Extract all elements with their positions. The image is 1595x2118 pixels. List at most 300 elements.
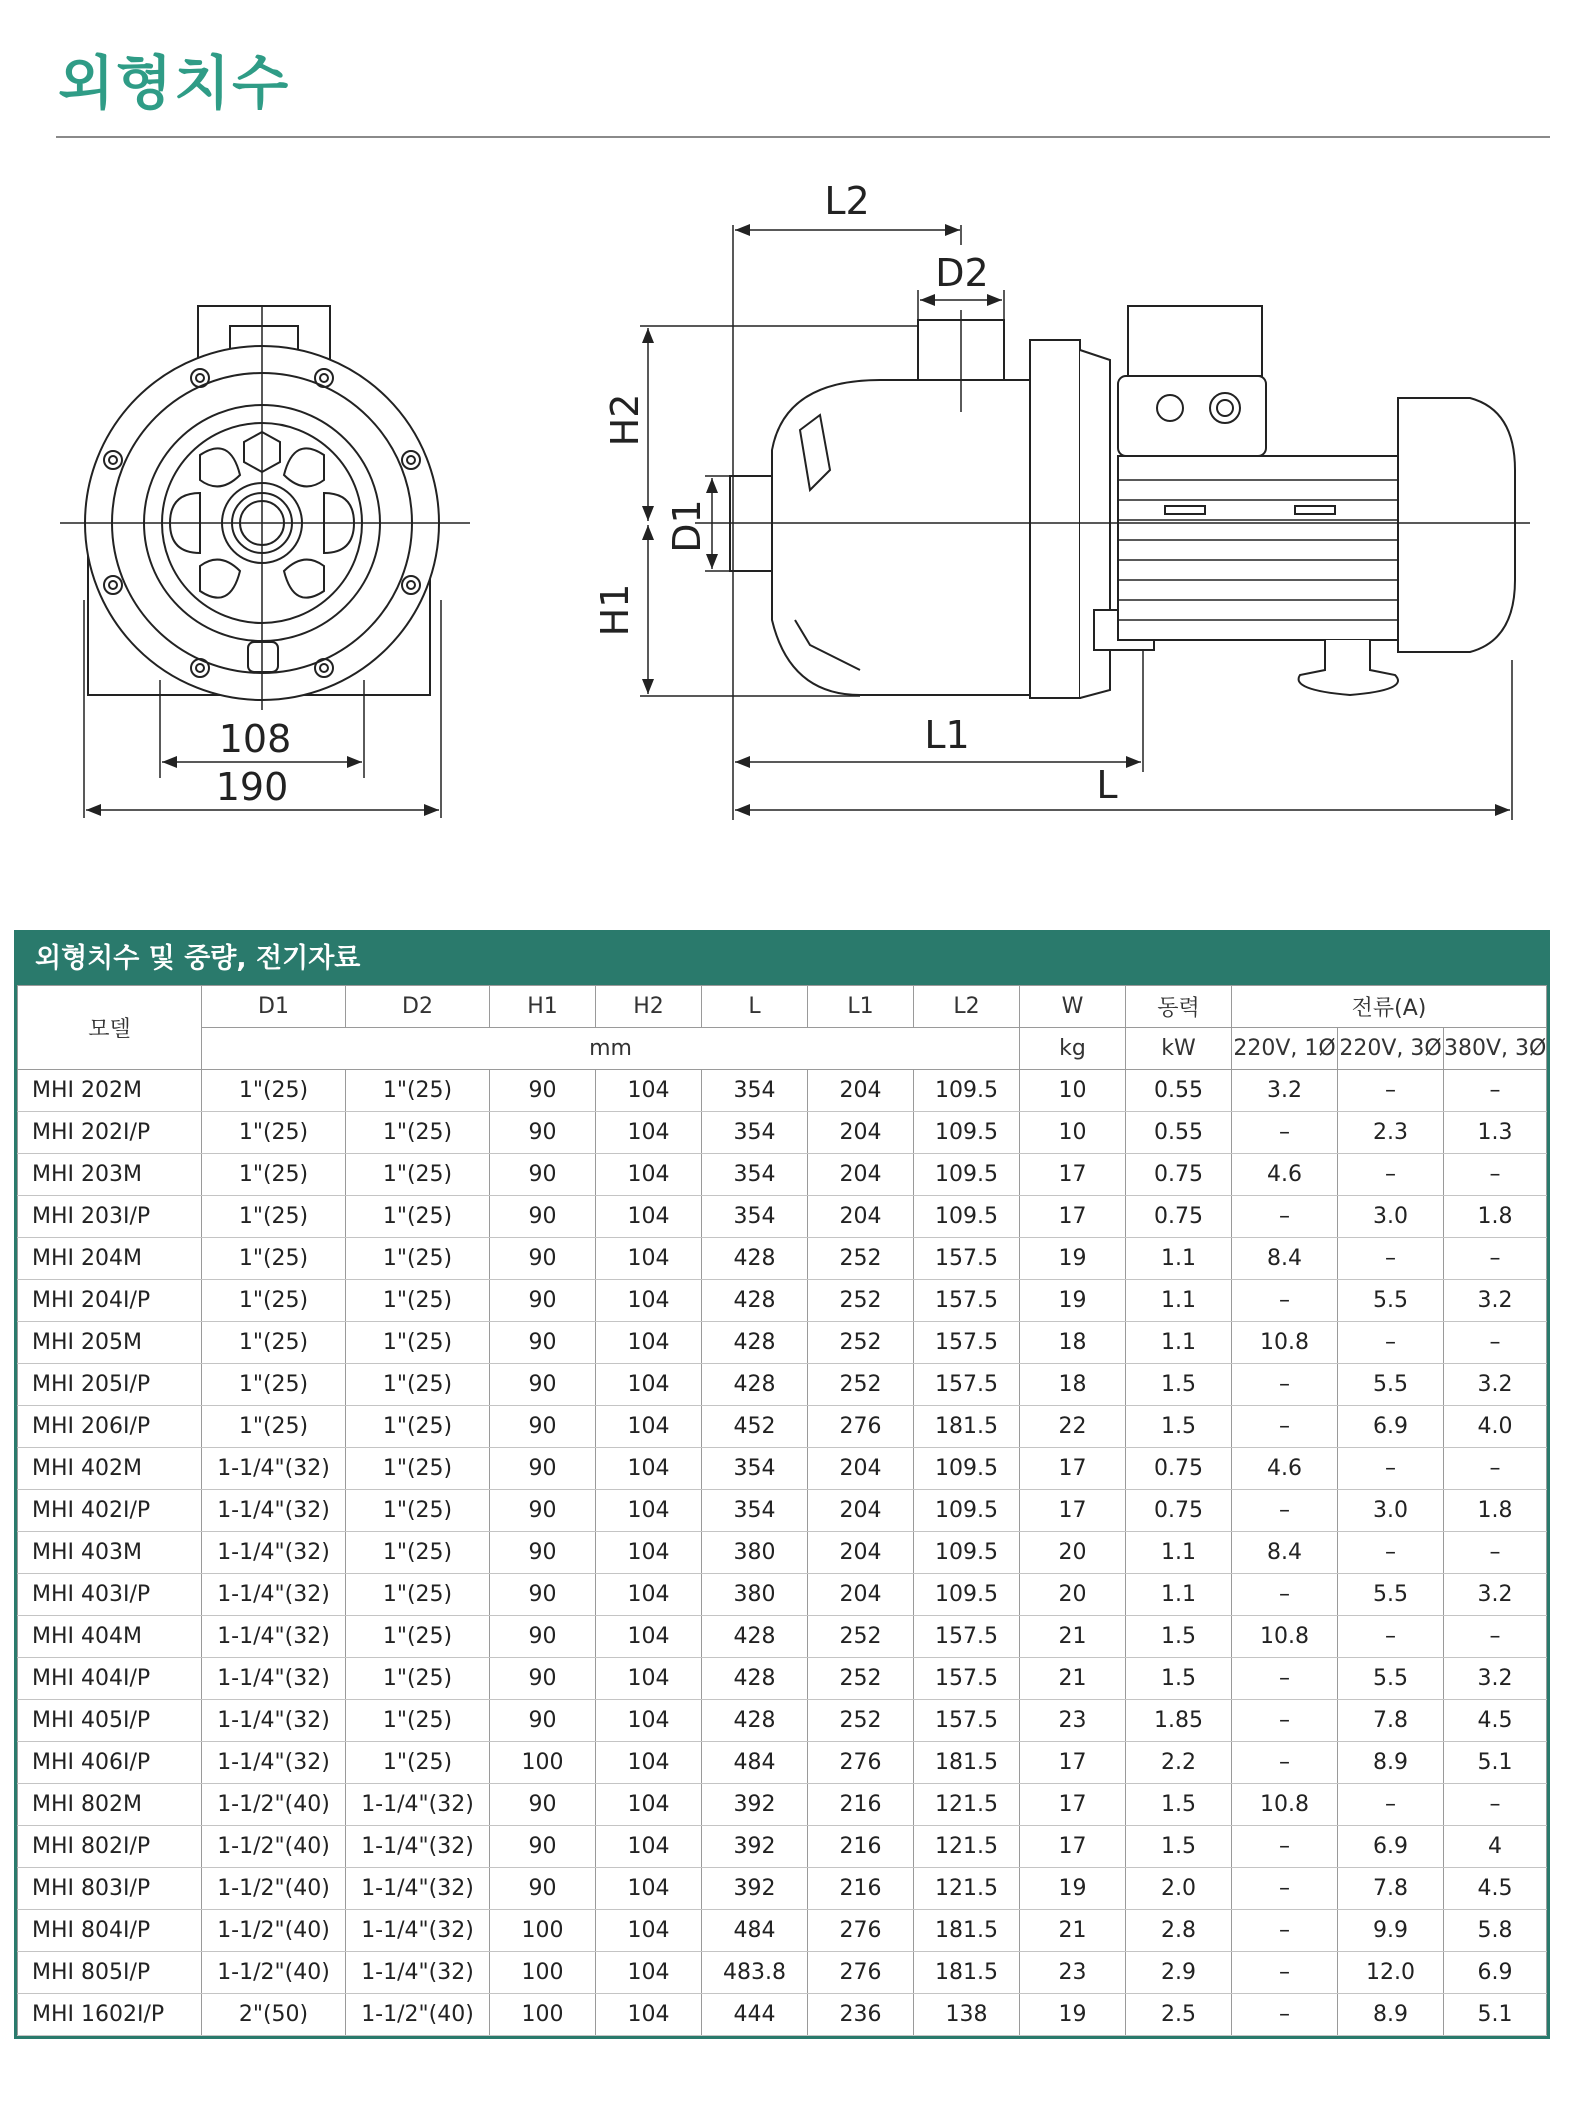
- cell-d1: 2"(50): [202, 1994, 346, 2036]
- cell-current-220v-3ph: –: [1338, 1532, 1444, 1574]
- cell-weight: 17: [1020, 1742, 1126, 1784]
- cell-model: MHI 202I/P: [18, 1112, 202, 1154]
- cell-l1: 204: [808, 1112, 914, 1154]
- cell-l: 428: [702, 1238, 808, 1280]
- cell-model: MHI 804I/P: [18, 1910, 202, 1952]
- cell-model: MHI 802I/P: [18, 1826, 202, 1868]
- cell-h1: 90: [490, 1700, 596, 1742]
- cell-d1: 1-1/4"(32): [202, 1532, 346, 1574]
- cell-model: MHI 405I/P: [18, 1700, 202, 1742]
- cell-current-380v-3ph: 4.5: [1444, 1700, 1547, 1742]
- cell-power: 2.9: [1126, 1952, 1232, 1994]
- cell-l2: 109.5: [914, 1574, 1020, 1616]
- cell-d1: 1-1/4"(32): [202, 1490, 346, 1532]
- cell-d2: 1"(25): [346, 1616, 490, 1658]
- page-title: 외형치수: [58, 49, 291, 117]
- header-model: 모델: [18, 986, 202, 1070]
- cell-current-380v-3ph: 4.0: [1444, 1406, 1547, 1448]
- cell-d2: 1"(25): [346, 1238, 490, 1280]
- cell-h2: 104: [596, 1196, 702, 1238]
- cell-model: MHI 205I/P: [18, 1364, 202, 1406]
- cell-current-220v-3ph: 3.0: [1338, 1490, 1444, 1532]
- cell-h1: 90: [490, 1196, 596, 1238]
- cell-model: MHI 203M: [18, 1154, 202, 1196]
- cell-model: MHI 204I/P: [18, 1280, 202, 1322]
- cell-l2: 157.5: [914, 1280, 1020, 1322]
- dim-label-L2: L2: [824, 179, 870, 223]
- cell-weight: 18: [1020, 1364, 1126, 1406]
- cell-d1: 1-1/2"(40): [202, 1952, 346, 1994]
- table-row: [18, 1112, 1547, 1154]
- header-w: W: [1020, 986, 1126, 1028]
- dim-label-D2: D2: [935, 251, 989, 295]
- cell-current-220v-3ph: 2.3: [1338, 1112, 1444, 1154]
- cell-model: MHI 202M: [18, 1070, 202, 1112]
- cell-l1: 204: [808, 1532, 914, 1574]
- cell-power: 0.75: [1126, 1196, 1232, 1238]
- table-row: [18, 1238, 1547, 1280]
- cell-power: 0.75: [1126, 1448, 1232, 1490]
- cell-l: 484: [702, 1910, 808, 1952]
- cell-h2: 104: [596, 1448, 702, 1490]
- cell-l: 428: [702, 1700, 808, 1742]
- cell-current-220v-1ph: –: [1232, 1196, 1338, 1238]
- cell-l1: 276: [808, 1406, 914, 1448]
- cell-current-220v-3ph: 5.5: [1338, 1658, 1444, 1700]
- cell-l: 484: [702, 1742, 808, 1784]
- cell-l: 354: [702, 1196, 808, 1238]
- cell-current-220v-3ph: –: [1338, 1616, 1444, 1658]
- header-unit-kw: kW: [1126, 1028, 1232, 1070]
- cell-h2: 104: [596, 1784, 702, 1826]
- cell-current-220v-1ph: 10.8: [1232, 1616, 1338, 1658]
- cell-current-380v-3ph: 4.5: [1444, 1868, 1547, 1910]
- cell-d1: 1-1/2"(40): [202, 1826, 346, 1868]
- cell-current-220v-3ph: 5.5: [1338, 1364, 1444, 1406]
- cell-d2: 1"(25): [346, 1364, 490, 1406]
- cell-h1: 90: [490, 1364, 596, 1406]
- cell-current-380v-3ph: –: [1444, 1616, 1547, 1658]
- cell-current-380v-3ph: 3.2: [1444, 1364, 1547, 1406]
- cell-l: 428: [702, 1364, 808, 1406]
- cell-h1: 90: [490, 1406, 596, 1448]
- cell-current-220v-1ph: 8.4: [1232, 1238, 1338, 1280]
- pump-dimension-drawing: [0, 150, 1595, 840]
- cell-current-220v-3ph: 9.9: [1338, 1910, 1444, 1952]
- cell-current-380v-3ph: 1.8: [1444, 1196, 1547, 1238]
- cell-l1: 204: [808, 1574, 914, 1616]
- cell-current-380v-3ph: 4: [1444, 1826, 1547, 1868]
- cell-h2: 104: [596, 1238, 702, 1280]
- cell-l: 428: [702, 1280, 808, 1322]
- dim-label-D1: D1: [665, 499, 709, 553]
- table-row: [18, 1658, 1547, 1700]
- cell-d2: 1"(25): [346, 1154, 490, 1196]
- table-row: [18, 1868, 1547, 1910]
- cell-weight: 23: [1020, 1952, 1126, 1994]
- cell-h2: 104: [596, 1406, 702, 1448]
- cell-l2: 121.5: [914, 1784, 1020, 1826]
- cell-d1: 1-1/4"(32): [202, 1448, 346, 1490]
- table-row: [18, 1406, 1547, 1448]
- cell-power: 1.1: [1126, 1280, 1232, 1322]
- cell-power: 1.1: [1126, 1574, 1232, 1616]
- cell-current-380v-3ph: 1.3: [1444, 1112, 1547, 1154]
- cell-power: 1.5: [1126, 1364, 1232, 1406]
- cell-model: MHI 403I/P: [18, 1574, 202, 1616]
- cell-d2: 1-1/4"(32): [346, 1910, 490, 1952]
- cell-h2: 104: [596, 1154, 702, 1196]
- cell-d2: 1"(25): [346, 1658, 490, 1700]
- cell-power: 1.5: [1126, 1784, 1232, 1826]
- cell-model: MHI 403M: [18, 1532, 202, 1574]
- cell-power: 2.8: [1126, 1910, 1232, 1952]
- table-row: [18, 1574, 1547, 1616]
- cell-h1: 90: [490, 1490, 596, 1532]
- cell-h1: 90: [490, 1616, 596, 1658]
- cell-l1: 276: [808, 1742, 914, 1784]
- cell-d2: 1"(25): [346, 1070, 490, 1112]
- table-row: [18, 1616, 1547, 1658]
- cell-h2: 104: [596, 1112, 702, 1154]
- cell-current-380v-3ph: –: [1444, 1322, 1547, 1364]
- cell-current-220v-1ph: 4.6: [1232, 1448, 1338, 1490]
- cell-h1: 100: [490, 1952, 596, 1994]
- cell-h1: 90: [490, 1112, 596, 1154]
- cell-d2: 1"(25): [346, 1448, 490, 1490]
- dim-label-190: 190: [215, 765, 289, 809]
- cell-current-380v-3ph: 3.2: [1444, 1658, 1547, 1700]
- cell-d2: 1-1/2"(40): [346, 1994, 490, 2036]
- cell-d2: 1"(25): [346, 1532, 490, 1574]
- cell-l2: 157.5: [914, 1238, 1020, 1280]
- cell-weight: 19: [1020, 1280, 1126, 1322]
- cell-current-380v-3ph: 5.1: [1444, 1742, 1547, 1784]
- cell-l1: 252: [808, 1322, 914, 1364]
- cell-d2: 1"(25): [346, 1490, 490, 1532]
- cell-current-220v-1ph: –: [1232, 1574, 1338, 1616]
- spec-table-body: [18, 1070, 1547, 2036]
- spec-table-panel: [14, 930, 1550, 2039]
- header-current-220v-3ph: 220V, 3Ø: [1338, 1028, 1444, 1070]
- cell-l2: 157.5: [914, 1700, 1020, 1742]
- cell-weight: 17: [1020, 1448, 1126, 1490]
- cell-weight: 18: [1020, 1322, 1126, 1364]
- spec-table: [17, 985, 1547, 2036]
- cell-model: MHI 206I/P: [18, 1406, 202, 1448]
- cell-d2: 1"(25): [346, 1112, 490, 1154]
- cell-model: MHI 803I/P: [18, 1868, 202, 1910]
- cell-current-380v-3ph: –: [1444, 1070, 1547, 1112]
- cell-d1: 1"(25): [202, 1406, 346, 1448]
- cell-d2: 1"(25): [346, 1322, 490, 1364]
- cell-current-380v-3ph: 5.8: [1444, 1910, 1547, 1952]
- cell-current-220v-3ph: –: [1338, 1238, 1444, 1280]
- cell-current-220v-3ph: 8.9: [1338, 1742, 1444, 1784]
- cell-current-220v-1ph: 10.8: [1232, 1322, 1338, 1364]
- cell-l: 428: [702, 1322, 808, 1364]
- header-d2: D2: [346, 986, 490, 1028]
- cell-l: 354: [702, 1112, 808, 1154]
- cell-power: 1.5: [1126, 1658, 1232, 1700]
- cell-weight: 17: [1020, 1826, 1126, 1868]
- cell-h2: 104: [596, 1658, 702, 1700]
- cell-h2: 104: [596, 1490, 702, 1532]
- cell-h2: 104: [596, 1826, 702, 1868]
- cell-l: 428: [702, 1658, 808, 1700]
- table-row: [18, 1532, 1547, 1574]
- cell-current-220v-3ph: –: [1338, 1070, 1444, 1112]
- cell-l: 380: [702, 1574, 808, 1616]
- cell-current-220v-1ph: –: [1232, 1910, 1338, 1952]
- cell-model: MHI 204M: [18, 1238, 202, 1280]
- cell-h2: 104: [596, 1700, 702, 1742]
- cell-h1: 90: [490, 1070, 596, 1112]
- cell-h1: 90: [490, 1532, 596, 1574]
- cell-d1: 1-1/2"(40): [202, 1784, 346, 1826]
- cell-h1: 90: [490, 1658, 596, 1700]
- cell-d2: 1-1/4"(32): [346, 1952, 490, 1994]
- cell-current-220v-3ph: 5.5: [1338, 1574, 1444, 1616]
- cell-l2: 157.5: [914, 1616, 1020, 1658]
- cell-model: MHI 404I/P: [18, 1658, 202, 1700]
- cell-h1: 90: [490, 1826, 596, 1868]
- cell-h2: 104: [596, 1322, 702, 1364]
- cell-l1: 216: [808, 1784, 914, 1826]
- header-current-380v-3ph: 380V, 3Ø: [1444, 1028, 1547, 1070]
- cell-l1: 252: [808, 1364, 914, 1406]
- cell-l: 380: [702, 1532, 808, 1574]
- cell-d1: 1"(25): [202, 1154, 346, 1196]
- cell-d1: 1"(25): [202, 1280, 346, 1322]
- table-row: [18, 1196, 1547, 1238]
- cell-current-220v-3ph: 6.9: [1338, 1406, 1444, 1448]
- cell-weight: 17: [1020, 1196, 1126, 1238]
- cell-h2: 104: [596, 1952, 702, 1994]
- cell-weight: 19: [1020, 1868, 1126, 1910]
- cell-current-380v-3ph: 5.1: [1444, 1994, 1547, 2036]
- cell-power: 0.75: [1126, 1490, 1232, 1532]
- cell-l1: 216: [808, 1826, 914, 1868]
- cell-current-220v-3ph: –: [1338, 1784, 1444, 1826]
- cell-l1: 252: [808, 1700, 914, 1742]
- cell-current-220v-1ph: –: [1232, 1406, 1338, 1448]
- cell-power: 2.2: [1126, 1742, 1232, 1784]
- cell-power: 2.5: [1126, 1994, 1232, 2036]
- cell-d2: 1"(25): [346, 1280, 490, 1322]
- cell-d1: 1"(25): [202, 1196, 346, 1238]
- cell-current-220v-1ph: –: [1232, 1658, 1338, 1700]
- header-unit-kg: kg: [1020, 1028, 1126, 1070]
- table-row: [18, 1994, 1547, 2036]
- table-row: [18, 1910, 1547, 1952]
- cell-model: MHI 402I/P: [18, 1490, 202, 1532]
- cell-model: MHI 406I/P: [18, 1742, 202, 1784]
- cell-l1: 252: [808, 1616, 914, 1658]
- cell-l2: 121.5: [914, 1826, 1020, 1868]
- cell-l2: 181.5: [914, 1406, 1020, 1448]
- cell-power: 1.5: [1126, 1406, 1232, 1448]
- cell-l1: 204: [808, 1448, 914, 1490]
- cell-l2: 181.5: [914, 1952, 1020, 1994]
- cell-h1: 100: [490, 1910, 596, 1952]
- cell-d1: 1-1/4"(32): [202, 1574, 346, 1616]
- cell-weight: 21: [1020, 1910, 1126, 1952]
- dim-label-H1: H1: [593, 583, 637, 637]
- table-row: [18, 1070, 1547, 1112]
- cell-l: 392: [702, 1826, 808, 1868]
- cell-l1: 204: [808, 1196, 914, 1238]
- cell-l1: 236: [808, 1994, 914, 2036]
- cell-current-220v-1ph: –: [1232, 1280, 1338, 1322]
- cell-l2: 109.5: [914, 1112, 1020, 1154]
- cell-current-220v-3ph: 6.9: [1338, 1826, 1444, 1868]
- cell-l1: 204: [808, 1154, 914, 1196]
- table-row: [18, 1154, 1547, 1196]
- cell-current-220v-3ph: 5.5: [1338, 1280, 1444, 1322]
- title-divider: [56, 136, 1550, 138]
- cell-h2: 104: [596, 1364, 702, 1406]
- cell-h1: 90: [490, 1784, 596, 1826]
- cell-current-220v-1ph: –: [1232, 1826, 1338, 1868]
- cell-l: 354: [702, 1154, 808, 1196]
- cell-l2: 157.5: [914, 1364, 1020, 1406]
- cell-d1: 1"(25): [202, 1112, 346, 1154]
- header-h1: H1: [490, 986, 596, 1028]
- cell-model: MHI 404M: [18, 1616, 202, 1658]
- cell-d1: 1-1/4"(32): [202, 1616, 346, 1658]
- table-row: [18, 1322, 1547, 1364]
- cell-current-220v-1ph: 3.2: [1232, 1070, 1338, 1112]
- cell-l: 354: [702, 1070, 808, 1112]
- cell-d2: 1"(25): [346, 1196, 490, 1238]
- cell-current-220v-3ph: –: [1338, 1154, 1444, 1196]
- cell-d2: 1-1/4"(32): [346, 1784, 490, 1826]
- cell-current-380v-3ph: –: [1444, 1448, 1547, 1490]
- cell-d2: 1-1/4"(32): [346, 1826, 490, 1868]
- cell-l1: 216: [808, 1868, 914, 1910]
- cell-h1: 90: [490, 1868, 596, 1910]
- cell-l2: 157.5: [914, 1658, 1020, 1700]
- cell-l2: 109.5: [914, 1532, 1020, 1574]
- cell-d2: 1"(25): [346, 1700, 490, 1742]
- cell-d1: 1-1/2"(40): [202, 1910, 346, 1952]
- cell-l2: 109.5: [914, 1154, 1020, 1196]
- cell-h1: 90: [490, 1154, 596, 1196]
- cell-l2: 138: [914, 1994, 1020, 2036]
- cell-l: 444: [702, 1994, 808, 2036]
- cell-weight: 17: [1020, 1490, 1126, 1532]
- cell-weight: 21: [1020, 1616, 1126, 1658]
- cell-model: MHI 402M: [18, 1448, 202, 1490]
- cell-h1: 90: [490, 1280, 596, 1322]
- cell-h1: 100: [490, 1742, 596, 1784]
- cell-power: 1.1: [1126, 1322, 1232, 1364]
- cell-h2: 104: [596, 1574, 702, 1616]
- cell-l2: 181.5: [914, 1742, 1020, 1784]
- table-caption: 외형치수 및 중량, 전기자료: [17, 933, 1547, 985]
- cell-h2: 104: [596, 1070, 702, 1112]
- header-h2: H2: [596, 986, 702, 1028]
- cell-power: 0.55: [1126, 1112, 1232, 1154]
- cell-current-220v-3ph: 12.0: [1338, 1952, 1444, 1994]
- cell-l: 392: [702, 1868, 808, 1910]
- cell-d1: 1"(25): [202, 1364, 346, 1406]
- cell-l2: 157.5: [914, 1322, 1020, 1364]
- cell-d2: 1-1/4"(32): [346, 1868, 490, 1910]
- cell-weight: 19: [1020, 1238, 1126, 1280]
- cell-l2: 109.5: [914, 1490, 1020, 1532]
- table-row: [18, 1490, 1547, 1532]
- cell-h1: 90: [490, 1238, 596, 1280]
- cell-l1: 276: [808, 1910, 914, 1952]
- cell-current-220v-3ph: –: [1338, 1448, 1444, 1490]
- cell-l2: 109.5: [914, 1448, 1020, 1490]
- cell-l: 354: [702, 1448, 808, 1490]
- cell-l1: 252: [808, 1280, 914, 1322]
- cell-current-380v-3ph: 3.2: [1444, 1280, 1547, 1322]
- dim-label-L1: L1: [924, 713, 970, 757]
- header-power: 동력: [1126, 986, 1232, 1028]
- cell-current-380v-3ph: 1.8: [1444, 1490, 1547, 1532]
- cell-l2: 121.5: [914, 1868, 1020, 1910]
- cell-d2: 1"(25): [346, 1742, 490, 1784]
- cell-h2: 104: [596, 1742, 702, 1784]
- cell-l2: 109.5: [914, 1070, 1020, 1112]
- cell-h2: 104: [596, 1994, 702, 2036]
- cell-l2: 181.5: [914, 1910, 1020, 1952]
- header-current: 전류(A): [1232, 986, 1547, 1028]
- cell-h2: 104: [596, 1868, 702, 1910]
- table-row: [18, 1742, 1547, 1784]
- cell-d1: 1-1/4"(32): [202, 1658, 346, 1700]
- header-l: L: [702, 986, 808, 1028]
- table-row: [18, 1448, 1547, 1490]
- cell-weight: 17: [1020, 1784, 1126, 1826]
- cell-power: 1.1: [1126, 1238, 1232, 1280]
- cell-power: 1.5: [1126, 1826, 1232, 1868]
- header-current-220v-1ph: 220V, 1Ø: [1232, 1028, 1338, 1070]
- cell-d2: 1"(25): [346, 1574, 490, 1616]
- cell-current-220v-3ph: 7.8: [1338, 1700, 1444, 1742]
- cell-power: 2.0: [1126, 1868, 1232, 1910]
- cell-power: 0.75: [1126, 1154, 1232, 1196]
- header-unit-mm: mm: [202, 1028, 1020, 1070]
- cell-d1: 1"(25): [202, 1322, 346, 1364]
- cell-current-380v-3ph: 3.2: [1444, 1574, 1547, 1616]
- cell-current-220v-1ph: –: [1232, 1364, 1338, 1406]
- header-l1: L1: [808, 986, 914, 1028]
- cell-model: MHI 205M: [18, 1322, 202, 1364]
- table-row: [18, 1826, 1547, 1868]
- cell-model: MHI 203I/P: [18, 1196, 202, 1238]
- cell-weight: 17: [1020, 1154, 1126, 1196]
- cell-current-220v-1ph: –: [1232, 1112, 1338, 1154]
- cell-d1: 1-1/4"(32): [202, 1700, 346, 1742]
- cell-l1: 204: [808, 1490, 914, 1532]
- cell-current-380v-3ph: 6.9: [1444, 1952, 1547, 1994]
- cell-weight: 20: [1020, 1574, 1126, 1616]
- cell-l: 428: [702, 1616, 808, 1658]
- cell-current-220v-1ph: –: [1232, 1952, 1338, 1994]
- cell-weight: 23: [1020, 1700, 1126, 1742]
- cell-d1: 1"(25): [202, 1238, 346, 1280]
- cell-d1: 1-1/2"(40): [202, 1868, 346, 1910]
- cell-h2: 104: [596, 1616, 702, 1658]
- cell-power: 1.1: [1126, 1532, 1232, 1574]
- cell-current-380v-3ph: –: [1444, 1532, 1547, 1574]
- cell-d1: 1-1/4"(32): [202, 1742, 346, 1784]
